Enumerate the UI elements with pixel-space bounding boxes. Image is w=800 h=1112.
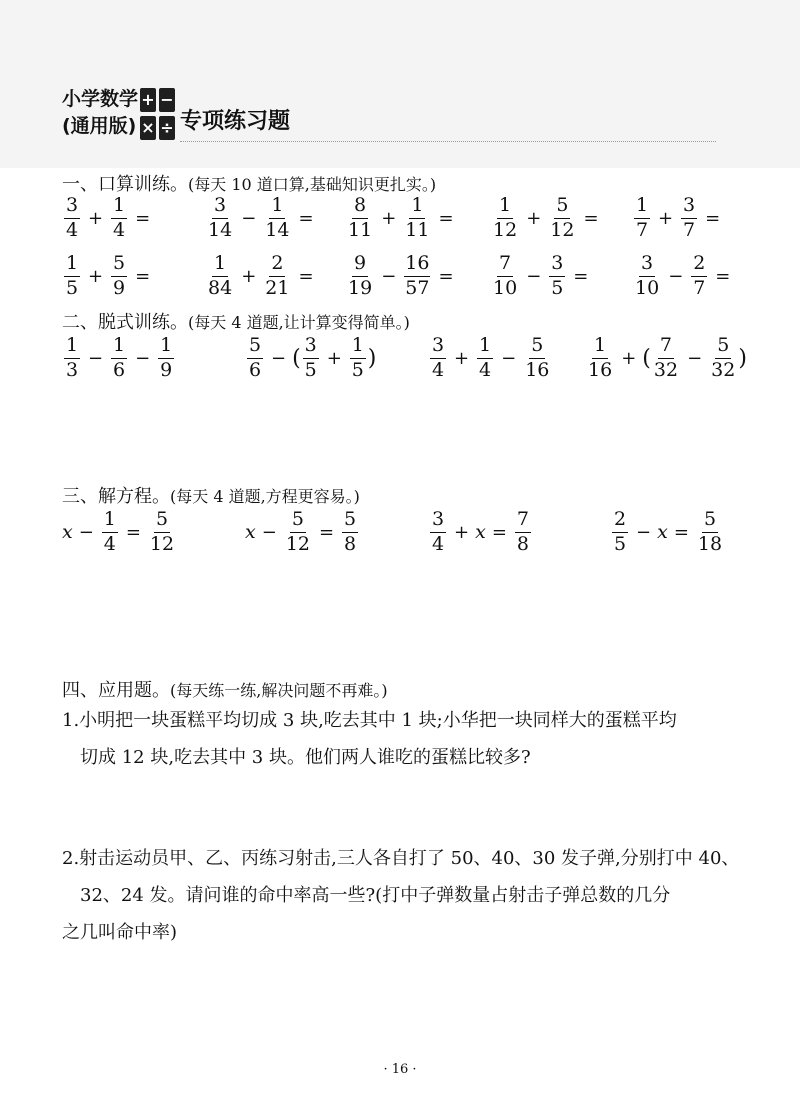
oral-item xyxy=(205,196,320,241)
brand-block xyxy=(62,86,138,140)
operator-sign: = xyxy=(125,521,141,543)
section-note: (每天练一练,解决问题不再难。) xyxy=(170,681,388,700)
oral-item xyxy=(345,196,460,241)
numerator: 3 xyxy=(64,196,80,219)
numerator: 1 xyxy=(64,336,80,359)
numerator: 3 xyxy=(639,254,655,277)
denominator: 6 xyxy=(248,358,262,381)
denominator: 4 xyxy=(479,358,492,381)
denominator: 7 xyxy=(683,218,696,241)
numerator: 1 xyxy=(350,336,366,359)
numerator: 5 xyxy=(529,336,545,359)
operator-sign: − xyxy=(88,347,104,369)
left-paren: ( xyxy=(292,345,301,371)
denominator: 21 xyxy=(265,276,290,299)
denominator: 19 xyxy=(348,276,373,299)
oral-item xyxy=(632,196,726,241)
oral-item xyxy=(490,196,605,241)
fraction xyxy=(710,336,736,381)
fraction xyxy=(549,254,565,299)
fraction xyxy=(64,196,80,241)
numerator: 3 xyxy=(681,196,697,219)
denominator: 4 xyxy=(65,218,79,241)
fraction xyxy=(342,510,358,555)
fraction xyxy=(634,196,650,241)
numerator: 2 xyxy=(612,510,628,533)
fraction xyxy=(149,510,175,555)
stepwise-item xyxy=(428,336,552,381)
fraction xyxy=(347,254,373,299)
numerator: 5 xyxy=(111,254,127,277)
operator-sign: − xyxy=(501,347,517,369)
fraction xyxy=(207,254,233,299)
equation-item xyxy=(62,510,177,555)
numerator: 3 xyxy=(212,196,228,219)
operator-sign: + xyxy=(241,265,257,287)
fraction xyxy=(264,254,290,299)
operator-sign: = xyxy=(298,265,314,287)
operator-sign: + xyxy=(526,207,542,229)
title-divider xyxy=(180,141,716,142)
section-heading-equations xyxy=(62,482,360,508)
numerator: 8 xyxy=(352,196,368,219)
operator-sign: − xyxy=(241,207,257,229)
operator-sign: − xyxy=(526,265,542,287)
numerator: 1 xyxy=(477,336,493,359)
operator-sign: + xyxy=(88,207,104,229)
minus-icon: − xyxy=(159,88,175,112)
problem-line: 之几叫命中率) xyxy=(62,922,178,943)
numerator: 1 xyxy=(158,336,174,359)
fraction xyxy=(477,336,493,381)
denominator: 32 xyxy=(653,358,679,381)
right-paren: ) xyxy=(738,345,747,371)
fraction xyxy=(285,510,311,555)
numerator: 1 xyxy=(592,336,608,359)
fraction xyxy=(347,196,373,241)
denominator: 5 xyxy=(613,532,627,555)
operator-sign: = xyxy=(573,265,589,287)
variable-x: x xyxy=(475,521,486,544)
denominator: 4 xyxy=(113,218,126,241)
fraction xyxy=(612,510,628,555)
plus-icon: + xyxy=(140,88,156,112)
numerator: 3 xyxy=(549,254,565,277)
numerator: 5 xyxy=(342,510,358,533)
operator-sign: = xyxy=(298,207,314,229)
operator-sign: − xyxy=(261,521,277,543)
denominator: 14 xyxy=(208,218,233,241)
denominator: 9 xyxy=(160,358,173,381)
problem-line: 32、24 发。请问谁的命中率高一些?(打中子弹数量占射击子弹总数的几分 xyxy=(80,885,671,906)
operator-sign: − xyxy=(668,265,684,287)
numerator: 1 xyxy=(212,254,228,277)
equation-item xyxy=(245,510,360,555)
numerator: 1 xyxy=(269,196,285,219)
fraction xyxy=(350,336,366,381)
variable-x: x xyxy=(62,521,73,544)
numerator: 1 xyxy=(111,336,127,359)
operator-sign: − xyxy=(271,347,287,369)
operator-sign: = xyxy=(715,265,731,287)
fraction xyxy=(158,336,174,381)
numerator: 5 xyxy=(290,510,306,533)
denominator: 9 xyxy=(113,276,126,299)
denominator: 11 xyxy=(348,218,373,241)
denominator: 7 xyxy=(693,276,706,299)
numerator: 3 xyxy=(430,336,446,359)
problem-line: 2.射击运动员甲、乙、丙练习射击,三人各自打了 50、40、30 发子弹,分别打中 40、 xyxy=(62,848,740,869)
section-note: (每天 10 道口算,基础知识更扎实。) xyxy=(188,175,437,194)
left-paren: ( xyxy=(642,345,651,371)
numerator: 1 xyxy=(102,510,118,533)
word-problem-2 xyxy=(62,840,782,951)
denominator: 57 xyxy=(405,276,430,299)
denominator: 10 xyxy=(635,276,660,299)
denominator: 32 xyxy=(711,358,736,381)
denominator: 11 xyxy=(405,218,430,241)
equation-item xyxy=(610,510,725,555)
variable-x: x xyxy=(657,521,668,544)
numerator: 3 xyxy=(430,510,446,533)
divide-icon: ÷ xyxy=(159,116,175,140)
brand-line1: 小学数学 xyxy=(62,88,139,110)
numerator: 5 xyxy=(554,196,570,219)
numerator: 5 xyxy=(715,336,731,359)
fraction xyxy=(492,254,518,299)
fraction xyxy=(303,336,319,381)
denominator: 8 xyxy=(344,532,357,555)
section-heading-oral xyxy=(62,170,436,196)
fraction xyxy=(549,196,575,241)
numerator: 1 xyxy=(409,196,425,219)
denominator: 4 xyxy=(103,532,116,555)
fraction xyxy=(430,336,446,381)
fraction xyxy=(64,336,80,381)
denominator: 84 xyxy=(208,276,233,299)
right-paren: ) xyxy=(367,345,377,371)
fraction xyxy=(691,254,707,299)
fraction xyxy=(111,336,127,381)
multiply-icon: × xyxy=(140,116,156,140)
denominator: 10 xyxy=(493,276,518,299)
section-note: (每天 4 道题,方程更容易。) xyxy=(170,487,360,506)
operator-icons xyxy=(140,88,176,142)
stepwise-item xyxy=(245,336,376,381)
denominator: 5 xyxy=(65,276,79,299)
denominator: 7 xyxy=(635,218,649,241)
operator-sign: + xyxy=(621,347,637,369)
denominator: 5 xyxy=(304,358,317,381)
page-title: 专项练习题 xyxy=(180,109,291,134)
operator-sign: = xyxy=(319,521,335,543)
fraction xyxy=(404,254,430,299)
operator-sign: = xyxy=(673,521,689,543)
numerator: 5 xyxy=(702,510,718,533)
variable-x: x xyxy=(245,521,256,544)
oral-item xyxy=(62,196,156,241)
operator-sign: = xyxy=(491,521,507,543)
operator-sign: = xyxy=(135,265,151,287)
denominator: 18 xyxy=(697,532,723,555)
fraction xyxy=(207,196,233,241)
operator-sign: + xyxy=(326,347,342,369)
denominator: 8 xyxy=(516,532,529,555)
section-heading-applications xyxy=(62,676,388,702)
section-title: 三、解方程。 xyxy=(62,486,170,507)
stepwise-item xyxy=(585,336,747,381)
denominator: 5 xyxy=(551,276,564,299)
fraction xyxy=(697,510,723,555)
denominator: 5 xyxy=(351,358,364,381)
denominator: 6 xyxy=(113,358,126,381)
oral-item xyxy=(205,254,320,299)
operator-sign: = xyxy=(583,207,599,229)
header-band xyxy=(0,0,800,168)
numerator: 1 xyxy=(497,196,513,219)
denominator: 4 xyxy=(431,358,445,381)
operator-sign: = xyxy=(135,207,151,229)
numerator: 2 xyxy=(269,254,285,277)
denominator: 12 xyxy=(550,218,575,241)
denominator: 12 xyxy=(493,218,518,241)
numerator: 2 xyxy=(691,254,707,277)
operator-sign: + xyxy=(454,521,470,543)
numerator: 16 xyxy=(404,254,430,277)
denominator: 16 xyxy=(588,358,613,381)
operator-sign: − xyxy=(687,347,703,369)
fraction xyxy=(64,254,80,299)
numerator: 7 xyxy=(658,336,674,359)
oral-item xyxy=(345,254,460,299)
fraction xyxy=(111,254,127,299)
section-title: 一、口算训练。 xyxy=(62,174,188,195)
stepwise-item xyxy=(62,336,176,381)
denominator: 16 xyxy=(525,358,550,381)
problem-line: 切成 12 块,吃去其中 3 块。他们两人谁吃的蛋糕比较多? xyxy=(80,747,531,768)
fraction xyxy=(653,336,679,381)
numerator: 1 xyxy=(64,254,80,277)
problem-line: 1.小明把一块蛋糕平均切成 3 块,吃去其中 1 块;小华把一块同样大的蛋糕平均 xyxy=(62,710,677,731)
section-note: (每天 4 道题,让计算变得简单。) xyxy=(188,313,410,332)
fraction xyxy=(247,336,263,381)
numerator: 9 xyxy=(352,254,368,277)
section-heading-stepwise xyxy=(62,308,410,334)
fraction xyxy=(681,196,697,241)
oral-item xyxy=(490,254,594,299)
fraction xyxy=(492,196,518,241)
fraction xyxy=(430,510,446,555)
fraction xyxy=(102,510,118,555)
oral-item xyxy=(632,254,736,299)
fraction xyxy=(524,336,550,381)
operator-sign: + xyxy=(454,347,470,369)
equation-item xyxy=(428,510,533,555)
oral-item xyxy=(62,254,156,299)
denominator: 14 xyxy=(265,218,290,241)
fraction xyxy=(515,510,531,555)
operator-sign: − xyxy=(636,521,652,543)
denominator: 4 xyxy=(431,532,445,555)
operator-sign: + xyxy=(658,207,674,229)
operator-sign: − xyxy=(135,347,151,369)
brand-line2: (通用版) xyxy=(62,115,137,137)
fraction xyxy=(111,196,127,241)
operator-sign: = xyxy=(438,265,454,287)
denominator: 12 xyxy=(285,532,310,555)
numerator: 7 xyxy=(515,510,531,533)
numerator: 1 xyxy=(634,196,650,219)
numerator: 3 xyxy=(303,336,319,359)
page-number: · 16 · xyxy=(383,1062,417,1077)
numerator: 5 xyxy=(154,510,170,533)
word-problem-1 xyxy=(62,702,782,776)
operator-sign: − xyxy=(78,521,94,543)
numerator: 5 xyxy=(247,336,263,359)
operator-sign: + xyxy=(88,265,104,287)
section-title: 四、应用题。 xyxy=(62,680,170,701)
fraction xyxy=(404,196,430,241)
fraction xyxy=(587,336,613,381)
numerator: 7 xyxy=(497,254,513,277)
denominator: 3 xyxy=(65,358,79,381)
fraction xyxy=(264,196,290,241)
operator-sign: = xyxy=(438,207,454,229)
operator-sign: − xyxy=(381,265,397,287)
denominator: 12 xyxy=(149,532,175,555)
section-title: 二、脱式训练。 xyxy=(62,312,188,333)
fraction xyxy=(634,254,660,299)
numerator: 1 xyxy=(111,196,127,219)
operator-sign: + xyxy=(381,207,397,229)
operator-sign: = xyxy=(705,207,721,229)
